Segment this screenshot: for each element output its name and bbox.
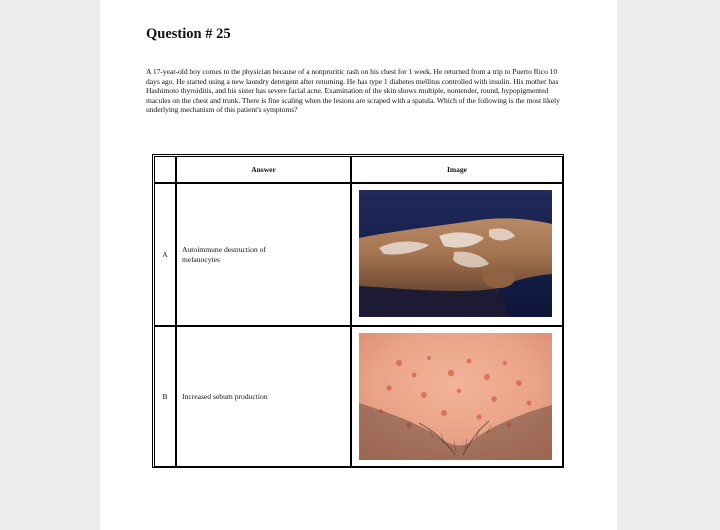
option-b-image-cell	[351, 326, 563, 467]
option-a-letter: A	[154, 183, 176, 326]
document-page	[100, 0, 617, 530]
option-a-answer[interactable]	[176, 183, 351, 326]
option-b-answer[interactable]	[176, 326, 351, 467]
option-a-answer-line2: melanocytes	[182, 254, 220, 264]
option-b-letter: B	[154, 326, 176, 467]
answer-table	[152, 154, 564, 468]
option-a-answer-line1: Autoimmune destruction of	[182, 245, 266, 255]
header-letter-cell	[154, 156, 176, 183]
option-b-answer-line1: Increased sebum production	[182, 391, 268, 401]
option-a-image-cell	[351, 183, 563, 326]
header-image: Image	[351, 156, 563, 183]
vitiligo-arm-photo-icon	[359, 190, 552, 317]
question-title: Question # 25	[146, 26, 231, 42]
chest-rash-photo-icon	[359, 333, 552, 460]
question-stem: A 17-year-old boy comes to the physician because of a nonpruritic rash on his chest for 1 week. He returned from a trip to Puerto Rico 10 days ago. He started using a new laundry detergent after returning. He has type 1 diabetes mellitus controlled with insulin. His mother has Hashimoto thyroiditis, and his sister has severe facial acne. Examination of the skin shows multiple, nontender, round, hypopigmented macules on the chest and trunk. There is fine scaling when the lesions are scraped with a spatula. Which of the following is the most likely underlying mechanism of this patient's symptoms?	[146, 67, 560, 115]
header-answer: Answer	[176, 156, 351, 183]
